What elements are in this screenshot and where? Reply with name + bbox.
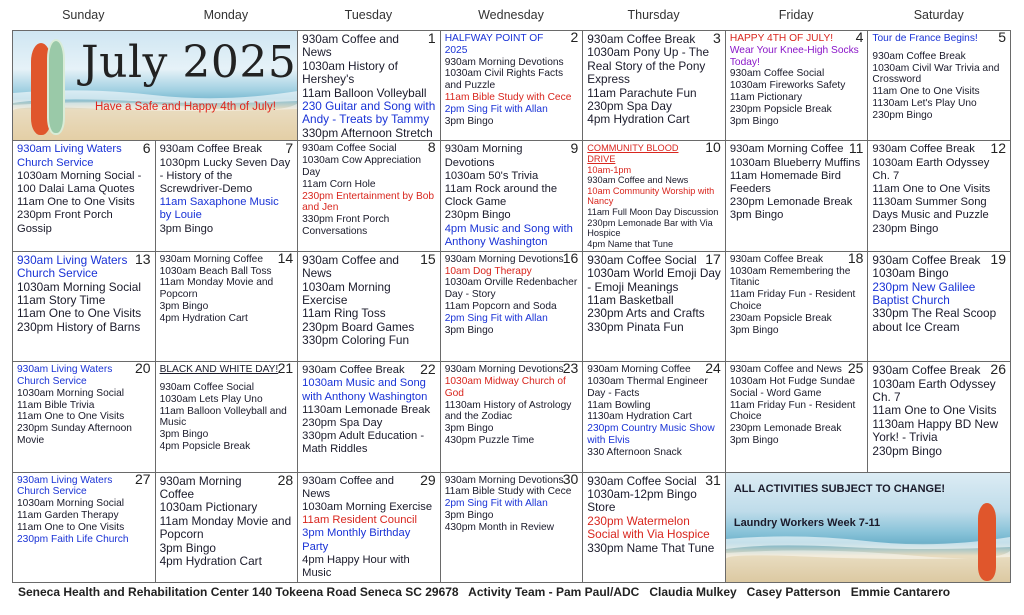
day-number: 19 (990, 251, 1006, 267)
activity-line: 11am Rock around the Clock Game (444, 183, 558, 209)
activity-line: 930am Coffee Break (302, 364, 405, 377)
day-cell-17 (583, 252, 726, 362)
activity-line: 1030am Earth Odyssey Ch. 7 (872, 156, 990, 182)
day-cell-7 (156, 141, 299, 251)
activity-line: 3pm Bingo (159, 222, 214, 235)
activity-line: 3pm Bingo (729, 115, 779, 127)
activity-line: 930am Morning Devotions (444, 474, 564, 486)
day-cell-20 (13, 362, 156, 472)
activity-line: 930am Coffee and News (302, 32, 399, 60)
activity-line: 230pm Faith Life Church (17, 533, 129, 545)
day-cell-29 (298, 473, 441, 583)
activity-line: 1030am Morning Exercise (302, 279, 391, 308)
surfboard-green-graphic (47, 39, 65, 135)
activity-line: 1030am Orville Redenbacher Day - Story (444, 277, 578, 301)
day-number: 23 (562, 362, 579, 377)
activity-line: 10am Dog Therapy (444, 265, 532, 277)
activity-line: 230pm Bingo (444, 209, 511, 222)
day-number: 11 (848, 141, 864, 157)
activity-line: 1130am Happy BD New York! - Trivia (872, 416, 999, 445)
activity-line: 1030am 50's Trivia (444, 169, 539, 182)
day-number: 26 (990, 362, 1006, 378)
weekday-sunday: Sunday (62, 8, 105, 22)
month-title: July 2025 (81, 37, 297, 88)
day-number: 10 (705, 141, 721, 156)
month-header-banner (13, 31, 298, 141)
footer-contact-line: Seneca Health and Rehabilitation Center 140 Tokeena Road Seneca SC 29678 Activity Team - Pam Paul/ADC Claudia Mulkey Casey Patterson Emmie Cantarero (18, 585, 951, 599)
day-number: 9 (570, 141, 579, 157)
activity-line: 230pm Lemonade Bar with Via Hospice (587, 217, 713, 239)
day-cell-8 (298, 141, 441, 251)
activity-line: 3pm Bingo (729, 209, 784, 222)
activity-line: 11am Bible Study with Cece (444, 91, 572, 103)
activity-line: 930am Morning Devotions (444, 253, 564, 265)
activity-line: 230pm Lemonade Break (729, 423, 842, 435)
activity-line: 11am One to One Visits (17, 196, 135, 209)
activity-line: 930am Living Waters Church Service (17, 364, 113, 387)
activity-line: 230pm Bingo (872, 222, 939, 235)
day-number: 7 (285, 141, 294, 157)
activity-line: 1030am Thermal Engineer Day - Facts (587, 375, 708, 399)
activity-line: 930am Morning Coffee (159, 253, 264, 265)
activity-line: 3pm Bingo (159, 540, 216, 555)
activity-line: 11am Saxaphone Music by Louie (159, 196, 279, 222)
day-cell-11 (726, 141, 869, 251)
activity-line: 11am Full Moon Day Discussion (587, 206, 719, 217)
activity-line: Wear Your Knee-High Socks Today! (729, 44, 859, 68)
day-cell-27 (13, 473, 156, 583)
activity-line: 11am Monday Movie and Popcorn (159, 513, 292, 542)
weekday-thursday: Thursday (627, 8, 680, 22)
day-number: 6 (142, 141, 151, 157)
activity-line: 2pm Sing Fit with Allan (444, 103, 548, 115)
activity-line: 10am-1pm (587, 164, 632, 175)
activity-line: 1130am Lemonade Break (302, 403, 431, 416)
day-cell-4 (726, 31, 869, 141)
activity-line: 430pm Puzzle Time (444, 434, 535, 446)
activity-line: 11am Story Time (17, 293, 106, 308)
activity-line: 930am Coffee and News (302, 474, 394, 500)
activity-line: 11am One to One Visits (872, 86, 980, 98)
activity-line: 11am Balloon Volleyball (302, 85, 427, 100)
activity-line: 1030am Morning Social (17, 498, 125, 510)
day-number: 5 (998, 31, 1006, 45)
activity-line: 230pm Arts and Crafts (587, 306, 705, 321)
activity-line: 1030am Fireworks Safety (729, 80, 846, 92)
day-number: 20 (134, 362, 151, 377)
activity-line: 330pm Front Porch Conversations (302, 214, 390, 237)
activity-line: 3pm Monthly Birthday Party (302, 527, 411, 553)
activity-line: 11am Basketball (587, 293, 674, 308)
day-cell-13 (13, 252, 156, 362)
day-cell-10 (583, 141, 726, 251)
activity-line: 330pm Name That Tune (587, 540, 715, 555)
activity-line: 4pm Happy Hour with Music (302, 553, 410, 580)
activity-line: 330pm The Real Scoop about Ice Cream (872, 306, 997, 334)
day-cell-2 (441, 31, 584, 141)
activity-line: 2pm Sing Fit with Allan (444, 312, 548, 324)
activity-line: 330pm Afternoon Stretch (302, 125, 433, 140)
activity-line: 930am Coffee Break (587, 32, 696, 46)
activity-line: 930am Morning Devotions (444, 56, 564, 68)
day-number: 8 (427, 141, 436, 156)
activity-line: BLACK AND WHITE DAY! (159, 364, 279, 376)
notice-subject-to-change: ALL ACTIVITIES SUBJECT TO CHANGE! (733, 482, 946, 495)
activity-line: 930am Coffee Social (302, 143, 397, 155)
activity-line: 230pm Bingo (872, 109, 933, 121)
activity-line: 11am Corn Hole (302, 178, 376, 190)
activity-line: 1030am Pictionary (159, 500, 258, 515)
day-cell-1 (298, 31, 441, 141)
activity-line: 1130am Summer Song Days Music and Puzzle (872, 196, 989, 222)
day-number: 18 (847, 251, 864, 266)
day-number: 17 (705, 251, 721, 267)
activity-line: 330 Afternoon Snack (587, 446, 682, 458)
day-cell-18 (726, 252, 869, 362)
activity-line: 1030am Morning Exercise (302, 501, 433, 513)
weekday-saturday: Saturday (913, 8, 964, 22)
activity-line: 930am Morning Coffee (587, 364, 691, 376)
day-number: 14 (277, 251, 294, 266)
activity-line: 1030am Remembering the Titanic (729, 265, 851, 289)
activity-line: 3pm Bingo (444, 423, 494, 435)
weekday-header-row (12, 0, 1010, 30)
activity-line: 230pm History of Barns (17, 319, 141, 334)
activity-line: 11am Bible Study with Cece (444, 486, 572, 498)
activity-line: 930am Coffee Social (159, 381, 254, 393)
activity-line: 930am Coffee Break (872, 143, 975, 156)
day-number: 4 (855, 31, 864, 45)
activity-line: 4pm Hydration Cart (159, 554, 262, 569)
activity-line: 230pm Watermelon Social with Via Hospice (587, 513, 710, 542)
activity-line: 1030am-12pm Bingo Store (587, 487, 697, 515)
activity-line: 1030am Beach Ball Toss (159, 265, 272, 277)
calendar-grid (12, 30, 1011, 583)
activity-line: 930am Coffee Break (729, 253, 824, 265)
day-cell-16 (441, 252, 584, 362)
day-cell-15 (298, 252, 441, 362)
day-number: 15 (420, 251, 436, 267)
activity-line: 930am Coffee Social (587, 473, 697, 488)
weekday-wednesday: Wednesday (478, 8, 544, 22)
activity-line: 230pm Lemonade Break (729, 196, 853, 209)
day-cell-14 (156, 252, 299, 362)
activity-line: 930am Coffee and News (587, 175, 689, 186)
activity-line: 11am Ring Toss (302, 306, 386, 321)
activity-line: 11am Resident Council (302, 514, 417, 527)
activity-line: 3pm Bingo (729, 324, 779, 336)
activity-line: 3pm Bingo (159, 429, 209, 441)
activity-line: 230pm Entertainment by Bob and Jen (302, 190, 435, 214)
weekday-friday: Friday (778, 8, 814, 22)
activity-line: 230am Popsicle Break (729, 312, 832, 324)
activity-line: 3pm Bingo (444, 324, 494, 336)
activity-line: 230pm New Galilee Baptist Church (872, 279, 976, 308)
day-number: 22 (420, 362, 436, 378)
activity-line: 11am Garden Therapy (17, 509, 119, 521)
activity-line: 1030am Blueberry Muffins (729, 156, 861, 169)
activity-line: 230pm Spa Day (587, 99, 672, 114)
activity-line: 1030am Lets Play Uno (159, 393, 263, 405)
activity-line: 1030am Pony Up - The Real Story of the Pony Express (587, 45, 710, 87)
activity-line: 10am Community Worship with Nancy (587, 185, 715, 207)
activity-line: 3pm Bingo (444, 115, 494, 127)
day-number: 2 (570, 31, 579, 45)
day-cell-28 (156, 473, 299, 583)
day-number: 21 (277, 362, 294, 377)
month-subtitle: Have a Safe and Happy 4th of July! (95, 101, 276, 113)
activity-line: 230pm Spa Day (302, 417, 383, 429)
activity-line: 930am Morning Devotions (444, 143, 523, 169)
activity-line: 1030am Morning Social (17, 279, 141, 294)
activity-line: 930am Living Waters Church Service (17, 474, 113, 498)
day-cell-3 (583, 31, 726, 141)
day-cell-12 (868, 141, 1011, 251)
activity-line: 330pm Coloring Fun (302, 333, 410, 348)
activity-line: 1030am Morning Social (17, 387, 125, 399)
activity-line: Tour de France Begins! (872, 33, 978, 44)
activity-line: 1030am Cow Appreciation Day (302, 155, 422, 178)
day-cell-21 (156, 362, 299, 472)
activity-line: 230pm Bingo (872, 443, 942, 458)
day-cell-24 (583, 362, 726, 472)
activity-line: 1030am Music and Song with Anthony Washington (302, 377, 428, 403)
activity-line: 11am Monday Movie and Popcorn (159, 277, 274, 301)
day-number: 25 (847, 362, 864, 377)
weekday-monday: Monday (203, 8, 249, 22)
activity-line: 930am Coffee and News (729, 364, 842, 376)
activity-line: 1030am Civil War Trivia and Crossword (872, 62, 1000, 86)
activity-line: 11am Bowling (587, 399, 651, 411)
activity-line: COMMUNITY BLOOD DRIVE (587, 143, 679, 164)
activity-line: 4pm Hydration Cart (587, 112, 690, 127)
activity-line: 1030am Morning Social - 100 Dalai Lama Quotes (17, 169, 142, 195)
activity-line: 1030am Earth Odyssey Ch. 7 (872, 376, 996, 404)
activity-line: 930am Coffee Break (872, 252, 981, 267)
activity-line: 930am Coffee Break (159, 143, 262, 156)
activity-line: 930am Morning Coffee (729, 143, 844, 156)
activity-line: 930am Coffee Social (587, 252, 697, 267)
day-cell-26 (868, 362, 1011, 472)
day-number: 13 (134, 251, 151, 267)
activity-line: 4pm Hydration Cart (159, 312, 248, 324)
activity-line: 1130am Let's Play Uno (872, 97, 977, 109)
notice-laundry-week: Laundry Workers Week 7-11 (733, 516, 881, 529)
activity-line: 3pm Bingo (444, 509, 494, 521)
activity-line: 1030am World Emoji Day - Emoji Meanings (587, 266, 721, 294)
activity-line: 930am Living Waters Church Service (17, 143, 122, 169)
activity-line: 11am One to One Visits (872, 183, 991, 195)
day-cell-25 (726, 362, 869, 472)
day-number: 28 (277, 472, 294, 488)
day-cell-5 (868, 31, 1011, 141)
activity-line: 930am Coffee Break (872, 363, 981, 378)
day-number: 30 (562, 472, 579, 487)
activity-line: 930am Coffee and News (302, 252, 399, 281)
activity-line: 330pm Pinata Fun (587, 319, 684, 334)
activity-line: 11am Pictionary (729, 91, 803, 103)
day-number: 12 (990, 141, 1006, 157)
day-number: 16 (562, 251, 579, 266)
notice-box (726, 473, 1011, 583)
activity-line: 230pm Country Music Show with Elvis (587, 423, 715, 446)
activity-line: 11am One to One Visits (17, 306, 142, 321)
day-number: 1 (427, 31, 436, 46)
day-cell-23 (441, 362, 584, 472)
activity-line: 11am Homemade Bird Feeders (729, 169, 841, 195)
activity-line: 330pm Adult Education - Math Riddles (302, 430, 425, 456)
activity-line: 1030am Bingo (872, 266, 949, 281)
day-number: 31 (705, 472, 721, 488)
activity-line: HAPPY 4TH OF JULY! (729, 33, 834, 44)
surfboard-graphic (978, 503, 996, 581)
activity-line: 230 Guitar and Song with Andy - Treats by Tammy (302, 99, 436, 127)
weekday-tuesday: Tuesday (344, 8, 393, 22)
day-number: 3 (713, 31, 721, 46)
activity-line: 1130am Hydration Cart (587, 411, 692, 423)
activity-line: 930am Coffee Social (729, 68, 825, 80)
activity-line: 4pm Popsicle Break (159, 440, 251, 452)
activity-line: 11am Popcorn and Soda (444, 300, 557, 312)
activity-line: 230pm Front Porch Gossip (17, 209, 113, 235)
activity-line: 4pm Name that Tune (587, 238, 674, 249)
activity-line: 2pm Sing Fit with Allan (444, 498, 548, 510)
day-number: 29 (420, 472, 436, 488)
activity-line: 430pm Month in Review (444, 521, 554, 533)
day-number: 27 (134, 472, 151, 487)
activity-line: 230pm Board Games (302, 319, 415, 334)
day-cell-9 (441, 141, 584, 251)
activity-line: 11am One to One Visits (17, 521, 125, 533)
activity-line: 11am Bible Trivia (17, 399, 95, 411)
activity-line: 3pm Bingo (159, 300, 209, 312)
activity-line: 11am Friday Fun - Resident Choice (729, 289, 856, 312)
activity-line: 11am Parachute Fun (587, 85, 697, 100)
activity-line: 930am Morning Devotions (444, 364, 564, 376)
activity-line: 1030am Midway Church of God (444, 375, 566, 399)
day-cell-6 (13, 141, 156, 251)
activity-line: 930am Morning Coffee (159, 473, 242, 501)
activity-line: 11am Balloon Volleyball and Music (159, 405, 287, 429)
activity-line: 1030pm Lucky Seven Day - History of the Screwdriver-Demo (159, 156, 291, 195)
activity-line: 230pm Sunday Afternoon Movie (17, 423, 132, 446)
activity-line: 1030am Civil Rights Facts and Puzzle (444, 68, 564, 92)
activity-line: 3pm Bingo (729, 434, 779, 446)
activity-line: 930am Living Waters Church Service (17, 252, 128, 281)
activity-line: 230pm Popsicle Break (729, 103, 832, 115)
activity-line: 930am Coffee Break (872, 50, 966, 62)
activity-line: 11am One to One Visits (17, 411, 125, 423)
day-cell-19 (868, 252, 1011, 362)
activity-line: 4pm Music and Song with Anthony Washington (444, 222, 573, 248)
day-cell-22 (298, 362, 441, 472)
activity-line: 1130am History of Astrology and the Zodiac (444, 399, 572, 423)
activity-line: 11am One to One Visits (872, 403, 997, 418)
activity-line: 11am Friday Fun - Resident Choice (729, 399, 856, 423)
activity-line: 1030am Hot Fudge Sundae Social - Word Game (729, 375, 856, 399)
activity-line: 1030am History of Hershey's (302, 58, 398, 87)
day-cell-31 (583, 473, 726, 583)
day-number: 24 (705, 362, 721, 377)
day-cell-30 (441, 473, 584, 583)
activity-line: HALFWAY POINT OF 2025 (444, 33, 544, 56)
